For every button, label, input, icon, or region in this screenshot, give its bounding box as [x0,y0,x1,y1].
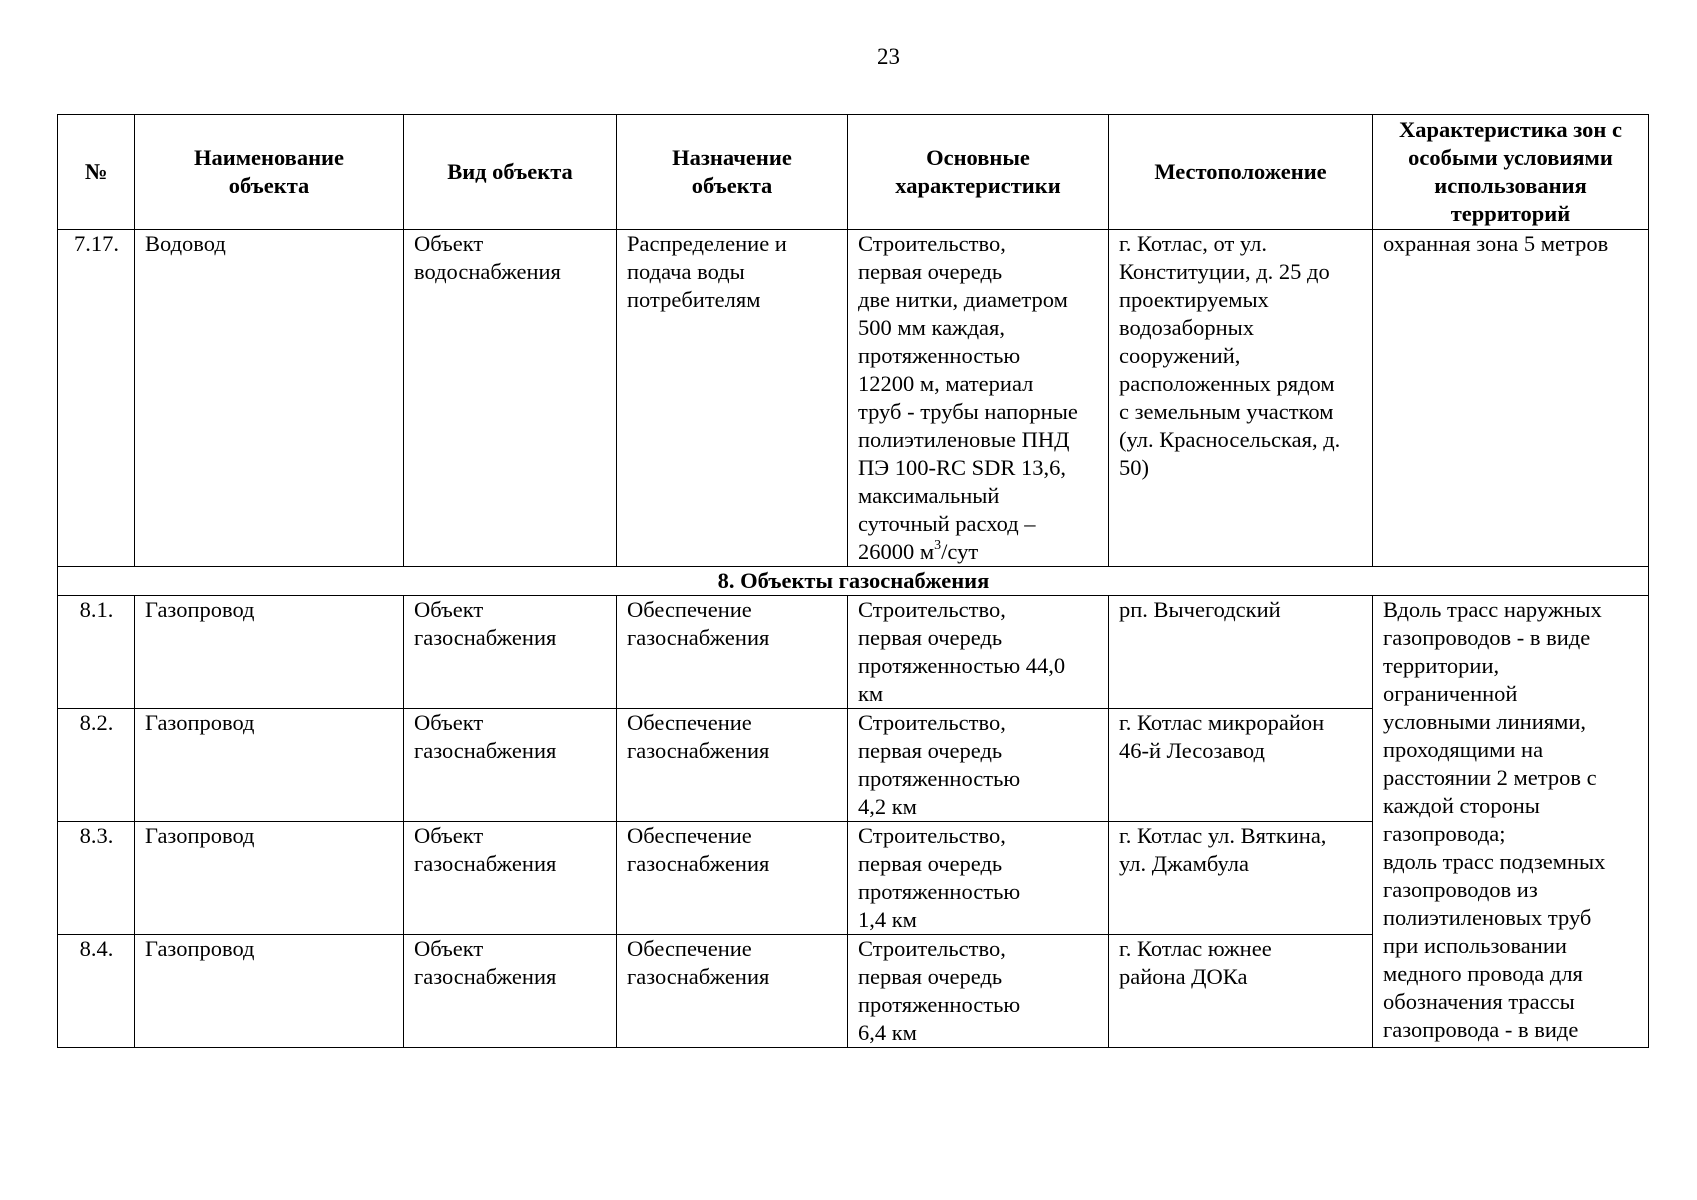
object-characteristics [848,230,1109,567]
text-line: газопроводов из [1383,877,1538,902]
row-number: 8.1. [58,596,135,709]
characteristics-last-line [858,538,1099,566]
text-line: ул. Джамбула [1119,851,1249,876]
text-line: газопроводов - в виде [1383,625,1591,650]
text-line: проектируемых [1119,287,1269,312]
text-line: г. Котлас, от ул. [1119,231,1268,256]
object-characteristics [848,709,1109,822]
object-characteristics [848,935,1109,1048]
text-line: протяженностью [858,992,1021,1017]
object-type [404,709,617,822]
text-line: каждой стороны [1383,793,1540,818]
text-line: территорий [1450,201,1571,226]
text-line: Характеристика зон с [1399,117,1622,142]
text-line: охранная зона 5 метров [1383,231,1609,256]
flow-unit-exponent: 3 [934,537,942,553]
text-line: потребителям [627,287,761,312]
object-name: Водовод [135,230,404,567]
text-line: газопровода; [1383,821,1506,846]
text-line: объекта [691,173,773,198]
table-row-7-17 [58,230,1649,567]
text-line: водозаборных [1119,315,1254,340]
header-zone-characteristics [1373,115,1649,230]
text-line: первая очередь [858,625,1003,650]
text-line: характеристики [895,173,1061,198]
text-line: максимальный [858,483,1000,508]
object-purpose [617,230,848,567]
text-line: Основные [926,145,1030,170]
text-line: условными линиями, [1383,709,1587,734]
object-characteristics [848,596,1109,709]
text-line: Наименование [194,145,344,170]
object-location [1109,935,1373,1048]
text-line: Назначение [672,145,792,170]
text-line: Вдоль трасс наружных [1383,597,1602,622]
text-line: первая очередь [858,851,1003,876]
section-title: 8. Объекты газоснабжения [58,567,1649,596]
text-line: первая очередь [858,964,1003,989]
text-line: расположенных рядом [1119,371,1335,396]
text-line: труб - трубы напорные [858,399,1078,424]
table-header-row [58,115,1649,230]
text-line: газоснабжения [414,851,557,876]
header-object-name [135,115,404,230]
object-name: Газопровод [135,822,404,935]
text-line: Вид объекта [447,159,573,184]
object-location [1109,709,1373,822]
text-line: 500 мм каждая, [858,315,1006,340]
text-line: 4,2 км [858,794,917,819]
text-line: объекта [228,173,310,198]
text-line: использования [1434,173,1587,198]
object-type [404,822,617,935]
object-name: Газопровод [135,935,404,1048]
text-line: первая очередь [858,738,1003,763]
text-line: Объект [414,710,484,735]
text-line: особыми условиями [1408,145,1613,170]
row-number: 7.17. [58,230,135,567]
header-number [58,115,135,230]
text-line: района ДОКа [1119,964,1248,989]
text-line: Строительство, [858,231,1006,256]
text-line: медного провода для [1383,961,1583,986]
object-type [404,596,617,709]
text-line: при использовании [1383,933,1567,958]
text-line: Обеспечение [627,710,752,735]
object-location [1109,230,1373,567]
text-line: 1,4 км [858,907,917,932]
text-line: Строительство, [858,823,1006,848]
header-object-purpose [617,115,848,230]
text-line: 6,4 км [858,1020,917,1045]
object-purpose [617,596,848,709]
text-line: газоснабжения [414,964,557,989]
text-line: первая очередь [858,259,1003,284]
row-number: 8.4. [58,935,135,1048]
text-line: две нитки, диаметром [858,287,1068,312]
text-line: с земельным участком [1119,399,1334,424]
text-line: протяженностью [858,766,1021,791]
header-object-type [404,115,617,230]
text-line: подача воды [627,259,745,284]
text-line: газопровода - в виде [1383,1017,1579,1042]
text-line: Строительство, [858,936,1006,961]
text-line: протяженностью [858,879,1021,904]
text-line: км [858,681,884,706]
object-purpose [617,935,848,1048]
text-line: водоснабжения [414,259,561,284]
flow-value: 26000 м [858,539,935,564]
characteristics-lines [858,230,1099,538]
text-line: г. Котлас южнее [1119,936,1272,961]
text-line: газоснабжения [414,738,557,763]
text-line: Обеспечение [627,597,752,622]
table-row-8-1 [58,596,1649,709]
text-line: проходящими на [1383,737,1544,762]
object-location [1109,596,1373,709]
text-line: полиэтиленовые ПНД [858,427,1070,452]
text-line: сооружений, [1119,343,1241,368]
object-purpose [617,709,848,822]
text-line: протяженностью 44,0 [858,653,1066,678]
text-line: г. Котлас ул. Вяткина, [1119,823,1327,848]
text-line: (ул. Красносельская, д. [1119,427,1341,452]
flow-unit-suffix: /сут [941,539,979,564]
text-line: 50) [1119,455,1149,480]
text-line: рп. Вычегодский [1119,597,1281,622]
text-line: обозначения трассы [1383,989,1575,1014]
text-line: № [84,159,108,184]
gas-zone-characteristics [1373,596,1649,1048]
text-line: суточный расход – [858,511,1036,536]
text-line: Объект [414,231,484,256]
text-line: Распределение и [627,231,787,256]
text-line: полиэтиленовых труб [1383,905,1592,930]
text-line: газоснабжения [627,738,770,763]
text-line: ограниченной [1383,681,1518,706]
object-type [404,230,617,567]
object-name: Газопровод [135,709,404,822]
row-number: 8.2. [58,709,135,822]
text-line: ПЭ 100-RC SDR 13,6, [858,455,1067,480]
text-line: территории, [1383,653,1500,678]
text-line: г. Котлас микрорайон [1119,710,1325,735]
object-purpose [617,822,848,935]
text-line: Объект [414,823,484,848]
object-location [1109,822,1373,935]
object-name: Газопровод [135,596,404,709]
text-line: Объект [414,936,484,961]
text-line: газоснабжения [627,625,770,650]
header-location [1109,115,1373,230]
object-characteristics [848,822,1109,935]
text-line: газоснабжения [414,625,557,650]
text-line: Конституции, д. 25 до [1119,259,1330,284]
header-main-characteristics [848,115,1109,230]
text-line: 12200 м, материал [858,371,1034,396]
text-line: Местоположение [1154,159,1327,184]
text-line: Обеспечение [627,936,752,961]
text-line: 46-й Лесозавод [1119,738,1265,763]
text-line: Строительство, [858,710,1006,735]
text-line: газоснабжения [627,851,770,876]
text-line: вдоль трасс подземных [1383,849,1606,874]
zone-characteristics [1373,230,1649,567]
text-line: протяженностью [858,343,1021,368]
text-line: расстоянии 2 метров с [1383,765,1597,790]
page-number: 23 [877,44,900,69]
objects-table [57,114,1649,1048]
object-type [404,935,617,1048]
text-line: газоснабжения [627,964,770,989]
text-line: Обеспечение [627,823,752,848]
text-line: Строительство, [858,597,1006,622]
row-number: 8.3. [58,822,135,935]
section-row-8 [58,567,1649,596]
text-line: Объект [414,597,484,622]
